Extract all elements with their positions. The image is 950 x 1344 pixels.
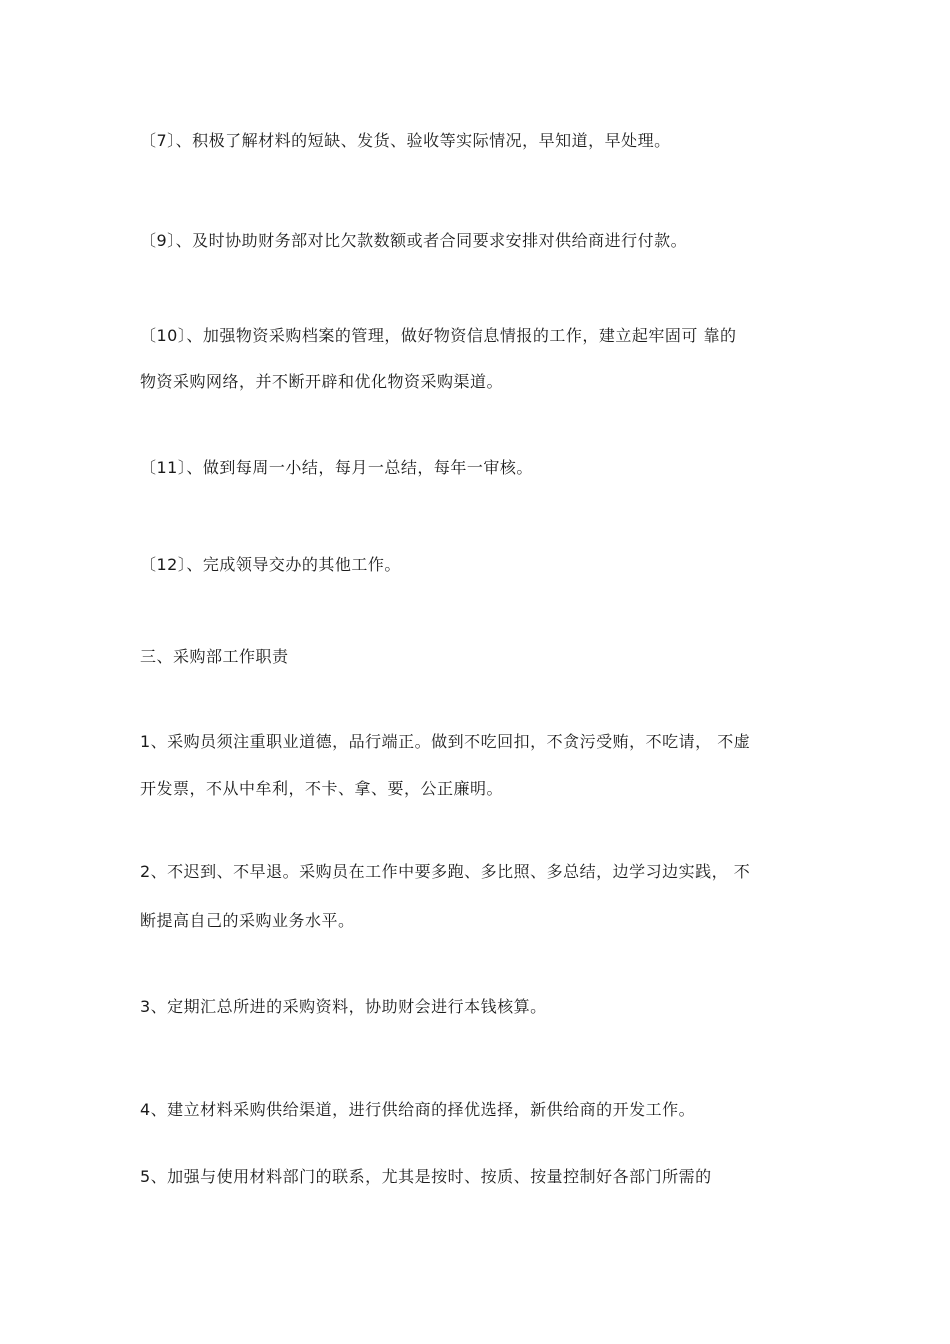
section-heading: 三、采购部工作职责 [140, 647, 289, 666]
item-11-text: 〔11〕、做到每周一小结，每月一总结，每年一审核。 [140, 458, 533, 477]
duty-2-text-line2: 断提高自己的采购业务水平。 [140, 911, 355, 930]
duty-3-text: 3、定期汇总所进的采购资料，协助财会进行本钱核算。 [140, 997, 547, 1016]
item-10-text-line1: 〔10〕、加强物资采购档案的管理，做好物资信息情报的工作，建立起牢固可 靠的 [140, 326, 737, 345]
item-9-text: 〔9〕、及时协助财务部对比欠款数额或者合同要求安排对供给商进行付款。 [140, 231, 688, 250]
duty-1-text-line1: 1、采购员须注重职业道德，品行端正。做到不吃回扣，不贪污受贿，不吃请， 不虚 [140, 732, 751, 751]
item-7-text: 〔7〕、积极了解材料的短缺、发货、验收等实际情况，早知道，早处理。 [140, 131, 671, 150]
duty-1-text-line2: 开发票，不从中牟利，不卡、拿、要，公正廉明。 [140, 779, 504, 798]
item-12-text: 〔12〕、完成领导交办的其他工作。 [140, 555, 401, 574]
duty-2-text-line1: 2、不迟到、不早退。采购员在工作中要多跑、多比照、多总结，边学习边实践， 不 [140, 862, 751, 881]
item-10-text-line2: 物资采购网络，并不断开辟和优化物资采购渠道。 [140, 372, 504, 391]
duty-5-text: 5、加强与使用材料部门的联系，尤其是按时、按质、按量控制好各部门所需的 [140, 1167, 712, 1186]
duty-4-text: 4、建立材料采购供给渠道，进行供给商的择优选择，新供给商的开发工作。 [140, 1100, 696, 1119]
